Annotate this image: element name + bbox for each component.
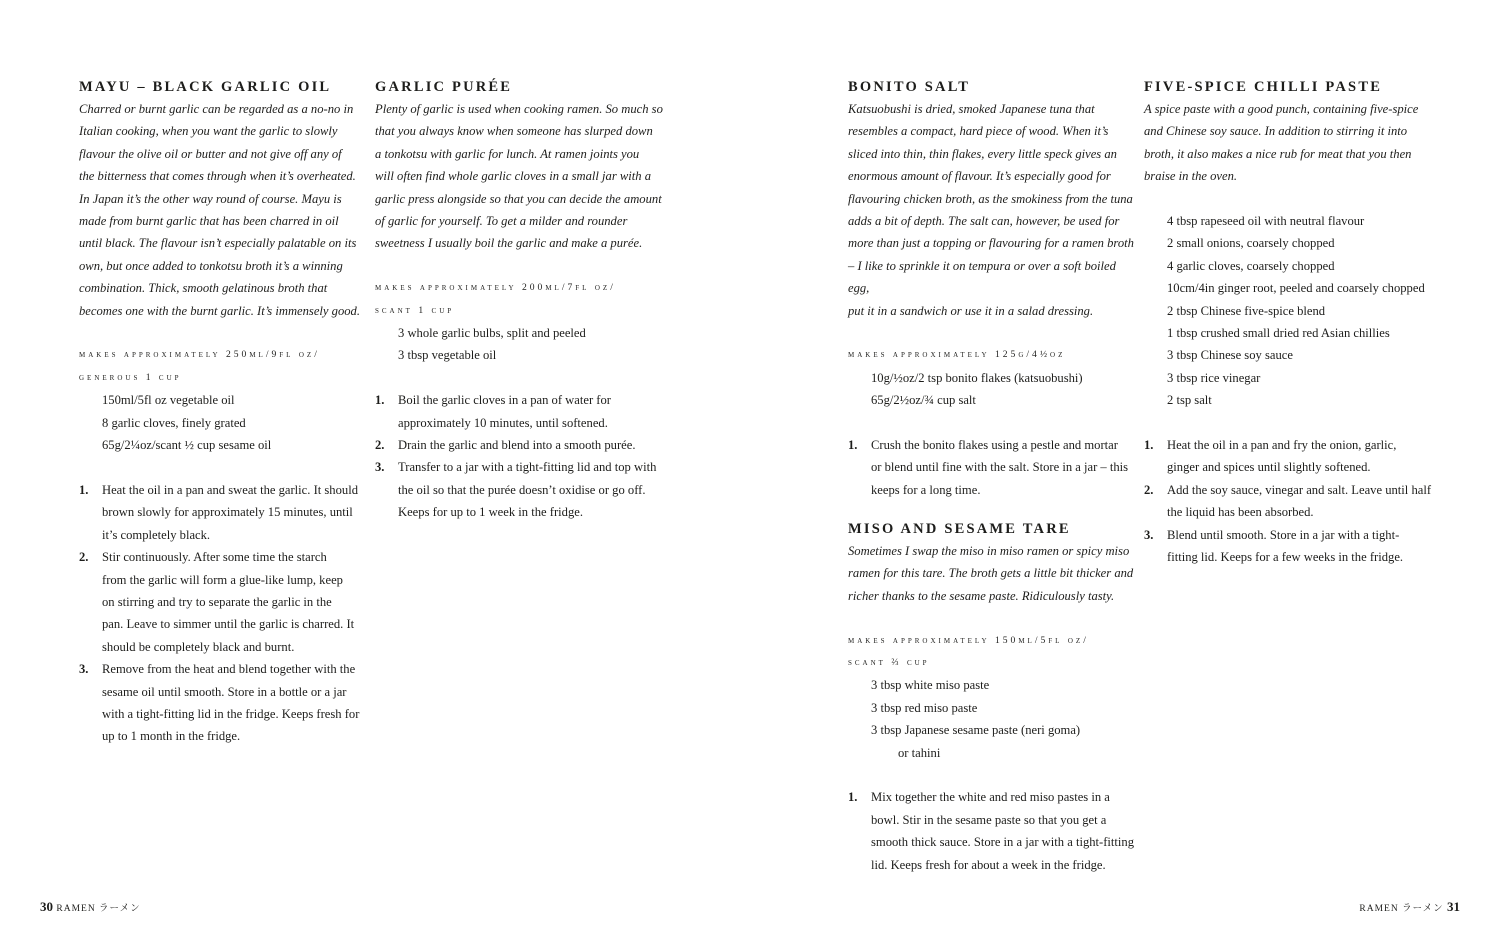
step-text-line: Crush the bonito flakes using a pestle and mortar bbox=[871, 438, 1118, 453]
ingredient-item: 3 tbsp vegetable oil bbox=[398, 348, 497, 363]
running-title: RAMEN ラーメン bbox=[1359, 904, 1444, 914]
ingredient-item: 65g/2¼oz/scant ½ cup sesame oil bbox=[102, 438, 272, 453]
step-number: 3. bbox=[375, 460, 385, 475]
text-line: braise in the oven. bbox=[1144, 169, 1238, 184]
ingredient-item: 2 tsp salt bbox=[1167, 393, 1212, 408]
recipe-title: MAYU – BLACK GARLIC OIL bbox=[79, 79, 332, 95]
step-text-line: Stir continuously. After some time the starch bbox=[102, 550, 327, 565]
step-text-line: it’s completely black. bbox=[102, 527, 211, 542]
ingredient-item: or tahini bbox=[898, 745, 941, 760]
method-step bbox=[375, 434, 665, 456]
footer-left bbox=[40, 899, 141, 915]
text-line: makes approximately 125g/4½oz bbox=[848, 349, 1066, 361]
recipe-mayu bbox=[79, 76, 364, 748]
text-line: becomes one with the burnt garlic. It’s immensely good. bbox=[79, 303, 360, 318]
ingredient-item: 4 tbsp rapeseed oil with neutral flavour bbox=[1167, 214, 1365, 229]
recipe-title: GARLIC PURÉE bbox=[375, 79, 513, 95]
step-text-line: Transfer to a jar with a tight-fitting lid and top with bbox=[398, 460, 657, 475]
step-text-line: Mix together the white and red miso pastes in a bbox=[871, 790, 1110, 805]
ingredient-list bbox=[848, 367, 1138, 412]
recipe-yield bbox=[848, 630, 1138, 675]
text-line: makes approximately 250ml/9fl oz/ bbox=[79, 349, 320, 361]
ingredient-item: 8 garlic cloves, finely grated bbox=[102, 415, 246, 430]
step-number: 2. bbox=[375, 438, 385, 453]
step-text-line: fitting lid. Keeps for a few weeks in the fridge. bbox=[1167, 550, 1404, 565]
text-line: flavour the olive oil or butter and not give off any of bbox=[79, 146, 342, 161]
step-text-line: on stirring and try to separate the garlic in the bbox=[102, 594, 332, 609]
step-text-line: the liquid has been absorbed. bbox=[1167, 505, 1314, 520]
text-line: a tonkotsu with garlic for lunch. At ramen joints you bbox=[375, 146, 640, 161]
text-line: will often find whole garlic cloves in a small jar with a bbox=[375, 169, 652, 184]
text-line: Katsuobushi is dried, smoked Japanese tuna that bbox=[848, 102, 1095, 116]
ingredient-item: 3 tbsp white miso paste bbox=[871, 678, 990, 693]
step-number: 1. bbox=[1144, 438, 1154, 453]
method-steps bbox=[848, 786, 1138, 876]
text-line: ramen for this tare. The broth gets a little bit thicker and bbox=[848, 566, 1134, 581]
step-text-line: ginger and spices until slightly softened. bbox=[1167, 460, 1371, 475]
method-step bbox=[1144, 524, 1444, 569]
text-line: enormous amount of flavour. It’s especially good for bbox=[848, 169, 1111, 184]
step-text-line: up to 1 month in the fridge. bbox=[102, 729, 241, 744]
recipe-five-spice-chilli-paste bbox=[1144, 76, 1444, 569]
step-text-line: should be completely black and burnt. bbox=[102, 639, 295, 654]
step-text-line: lid. Keeps fresh for about a week in the fridge. bbox=[871, 857, 1106, 872]
method-step bbox=[848, 786, 1138, 876]
text-line: own, but once added to tonkotsu broth it’s a winning bbox=[79, 258, 343, 273]
ingredient-item: 3 whole garlic bulbs, split and peeled bbox=[398, 326, 586, 341]
text-line: the bitterness that comes through when it’s overheated. bbox=[79, 169, 356, 184]
text-line: resembles a compact, hard piece of wood. When it’s bbox=[848, 124, 1109, 139]
recipe-garlic-puree bbox=[375, 76, 665, 524]
text-line: flavouring chicken broth, as the smokiness from the tuna bbox=[848, 191, 1133, 206]
recipe-intro bbox=[848, 98, 1138, 322]
text-line: Italian cooking, when you want the garlic to slowly bbox=[79, 124, 338, 139]
recipe-yield bbox=[375, 277, 665, 322]
recipe-intro bbox=[1144, 98, 1444, 188]
text-line: more than just a topping or flavouring for a ramen broth bbox=[848, 236, 1134, 251]
method-steps bbox=[375, 389, 665, 523]
text-line: – I like to sprinkle it on tempura or over a soft boiled egg, bbox=[848, 258, 1116, 296]
recipe-miso-sesame-tare bbox=[848, 518, 1138, 876]
text-line: generous 1 cup bbox=[79, 371, 182, 383]
step-text-line: keeps for a long time. bbox=[871, 482, 981, 497]
step-text-line: the oil so that the purée doesn’t oxidise or go off. bbox=[398, 482, 646, 497]
step-number: 3. bbox=[79, 662, 89, 677]
step-text-line: Keeps for up to 1 week in the fridge. bbox=[398, 505, 584, 520]
text-line: scant ⅔ cup bbox=[848, 657, 930, 669]
step-text-line: Blend until smooth. Store in a jar with a tight- bbox=[1167, 527, 1400, 542]
text-line: A spice paste with a good punch, containing five-spice bbox=[1144, 102, 1419, 116]
step-number: 1. bbox=[79, 482, 89, 497]
text-line: broth, it also makes a nice rub for meat that you then bbox=[1144, 146, 1412, 161]
ingredient-item: 150ml/5fl oz vegetable oil bbox=[102, 393, 235, 408]
recipe-yield bbox=[79, 344, 364, 389]
step-text-line: or blend until fine with the salt. Store in a jar – this bbox=[871, 460, 1129, 475]
ingredient-item: 3 tbsp red miso paste bbox=[871, 700, 978, 715]
text-line: and Chinese soy sauce. In addition to stirring it into bbox=[1144, 124, 1408, 139]
ingredient-item: 2 small onions, coarsely chopped bbox=[1167, 236, 1335, 251]
text-line: In Japan it’s the other way round of course. Mayu is bbox=[79, 191, 342, 206]
step-text-line: Heat the oil in a pan and sweat the garlic. It should bbox=[102, 482, 358, 497]
step-text-line: from the garlic will form a glue-like lump, keep bbox=[102, 572, 343, 587]
step-number: 3. bbox=[1144, 527, 1154, 542]
step-text-line: with a tight-fitting lid in the fridge. Keeps fresh for bbox=[102, 706, 360, 721]
method-steps bbox=[848, 434, 1138, 501]
running-title: RAMEN ラーメン bbox=[56, 904, 141, 914]
method-step bbox=[79, 658, 364, 748]
step-text-line: Boil the garlic cloves in a pan of water for bbox=[398, 393, 611, 408]
text-line: that you always know when someone has slurped down bbox=[375, 124, 653, 139]
recipe-title: FIVE-SPICE CHILLI PASTE bbox=[1144, 79, 1383, 95]
text-line: scant 1 cup bbox=[375, 304, 455, 316]
ingredient-item: 10g/½oz/2 tsp bonito flakes (katsuobushi) bbox=[871, 370, 1083, 385]
text-line: Plenty of garlic is used when cooking ramen. So much so bbox=[375, 102, 663, 116]
text-line: adds a bit of depth. The salt can, however, be used for bbox=[848, 214, 1120, 229]
step-text-line: bowl. Stir in the sesame paste so that you get a bbox=[871, 812, 1107, 827]
text-line: sweetness I usually boil the garlic and make a purée. bbox=[375, 236, 643, 251]
ingredient-item: 3 tbsp Chinese soy sauce bbox=[1167, 348, 1293, 363]
step-text-line: sesame oil until smooth. Store in a bottle or a jar bbox=[102, 684, 347, 699]
text-line: Charred or burnt garlic can be regarded as a no-no in bbox=[79, 102, 354, 116]
method-step bbox=[375, 389, 665, 434]
step-text-line: smooth thick sauce. Store in a jar with a tight-fitting bbox=[871, 835, 1135, 850]
ingredient-item: 3 tbsp Japanese sesame paste (neri goma) bbox=[871, 723, 1081, 738]
text-line: of garlic for yourself. To get a milder and rounder bbox=[375, 214, 628, 229]
text-line: richer thanks to the sesame paste. Ridiculously tasty. bbox=[848, 588, 1115, 603]
text-line: makes approximately 150ml/5fl oz/ bbox=[848, 634, 1089, 646]
text-line: until black. The flavour isn’t especially palatable on its bbox=[79, 236, 357, 251]
text-line: makes approximately 200ml/7fl oz/ bbox=[375, 282, 616, 294]
page-number: 30 bbox=[40, 899, 53, 914]
step-text-line: Drain the garlic and blend into a smooth purée. bbox=[398, 438, 636, 453]
step-number: 2. bbox=[1144, 482, 1154, 497]
method-steps bbox=[79, 479, 364, 748]
step-number: 2. bbox=[79, 550, 89, 565]
step-text-line: Remove from the heat and blend together with the bbox=[102, 662, 356, 677]
text-line: garlic press alongside so that you can decide the amount bbox=[375, 191, 662, 206]
footer-right bbox=[1359, 899, 1460, 915]
recipe-title: MISO AND SESAME TARE bbox=[848, 521, 1071, 537]
recipe-title: BONITO SALT bbox=[848, 79, 971, 95]
recipe-intro bbox=[375, 98, 665, 255]
recipe-intro bbox=[848, 540, 1138, 607]
ingredient-item: 4 garlic cloves, coarsely chopped bbox=[1167, 258, 1335, 273]
ingredient-item: 3 tbsp rice vinegar bbox=[1167, 370, 1261, 385]
page-number: 31 bbox=[1447, 899, 1460, 914]
text-line: put it in a sandwich or use it in a salad dressing. bbox=[848, 303, 1094, 318]
method-step bbox=[79, 479, 364, 546]
recipe-intro bbox=[79, 98, 364, 322]
step-number: 1. bbox=[848, 790, 858, 805]
ingredient-list bbox=[375, 322, 665, 367]
text-line: made from burnt garlic that has been charred in oil bbox=[79, 214, 339, 229]
step-number: 1. bbox=[848, 438, 858, 453]
ingredient-item: 65g/2½oz/¾ cup salt bbox=[871, 393, 976, 408]
ingredient-list bbox=[1144, 210, 1444, 412]
step-text-line: approximately 10 minutes, until softened. bbox=[398, 415, 608, 430]
text-line: combination. Thick, smooth gelatinous broth that bbox=[79, 281, 328, 296]
ingredient-item: 1 tbsp crushed small dried red Asian chillies bbox=[1167, 326, 1390, 341]
recipe-bonito-salt bbox=[848, 76, 1138, 501]
ingredient-item: 10cm/4in ginger root, peeled and coarsely chopped bbox=[1167, 281, 1425, 296]
ingredient-item: 2 tbsp Chinese five-spice blend bbox=[1167, 303, 1326, 318]
step-text-line: brown slowly for approximately 15 minutes, until bbox=[102, 505, 353, 520]
method-steps bbox=[1144, 434, 1444, 568]
method-step bbox=[1144, 479, 1444, 524]
step-text-line: pan. Leave to simmer until the garlic is charred. It bbox=[102, 617, 355, 632]
method-step bbox=[848, 434, 1138, 501]
method-step bbox=[79, 546, 364, 658]
step-text-line: Heat the oil in a pan and fry the onion, garlic, bbox=[1167, 438, 1397, 453]
text-line: Sometimes I swap the miso in miso ramen or spicy miso bbox=[848, 544, 1130, 558]
ingredient-list bbox=[79, 389, 364, 456]
ingredient-list bbox=[848, 674, 1138, 764]
method-step bbox=[375, 456, 665, 523]
method-step bbox=[1144, 434, 1444, 479]
text-line: sliced into thin, thin flakes, every little speck gives an bbox=[848, 146, 1117, 161]
recipe-yield bbox=[848, 344, 1138, 366]
step-number: 1. bbox=[375, 393, 385, 408]
step-text-line: Add the soy sauce, vinegar and salt. Leave until half bbox=[1167, 482, 1432, 497]
